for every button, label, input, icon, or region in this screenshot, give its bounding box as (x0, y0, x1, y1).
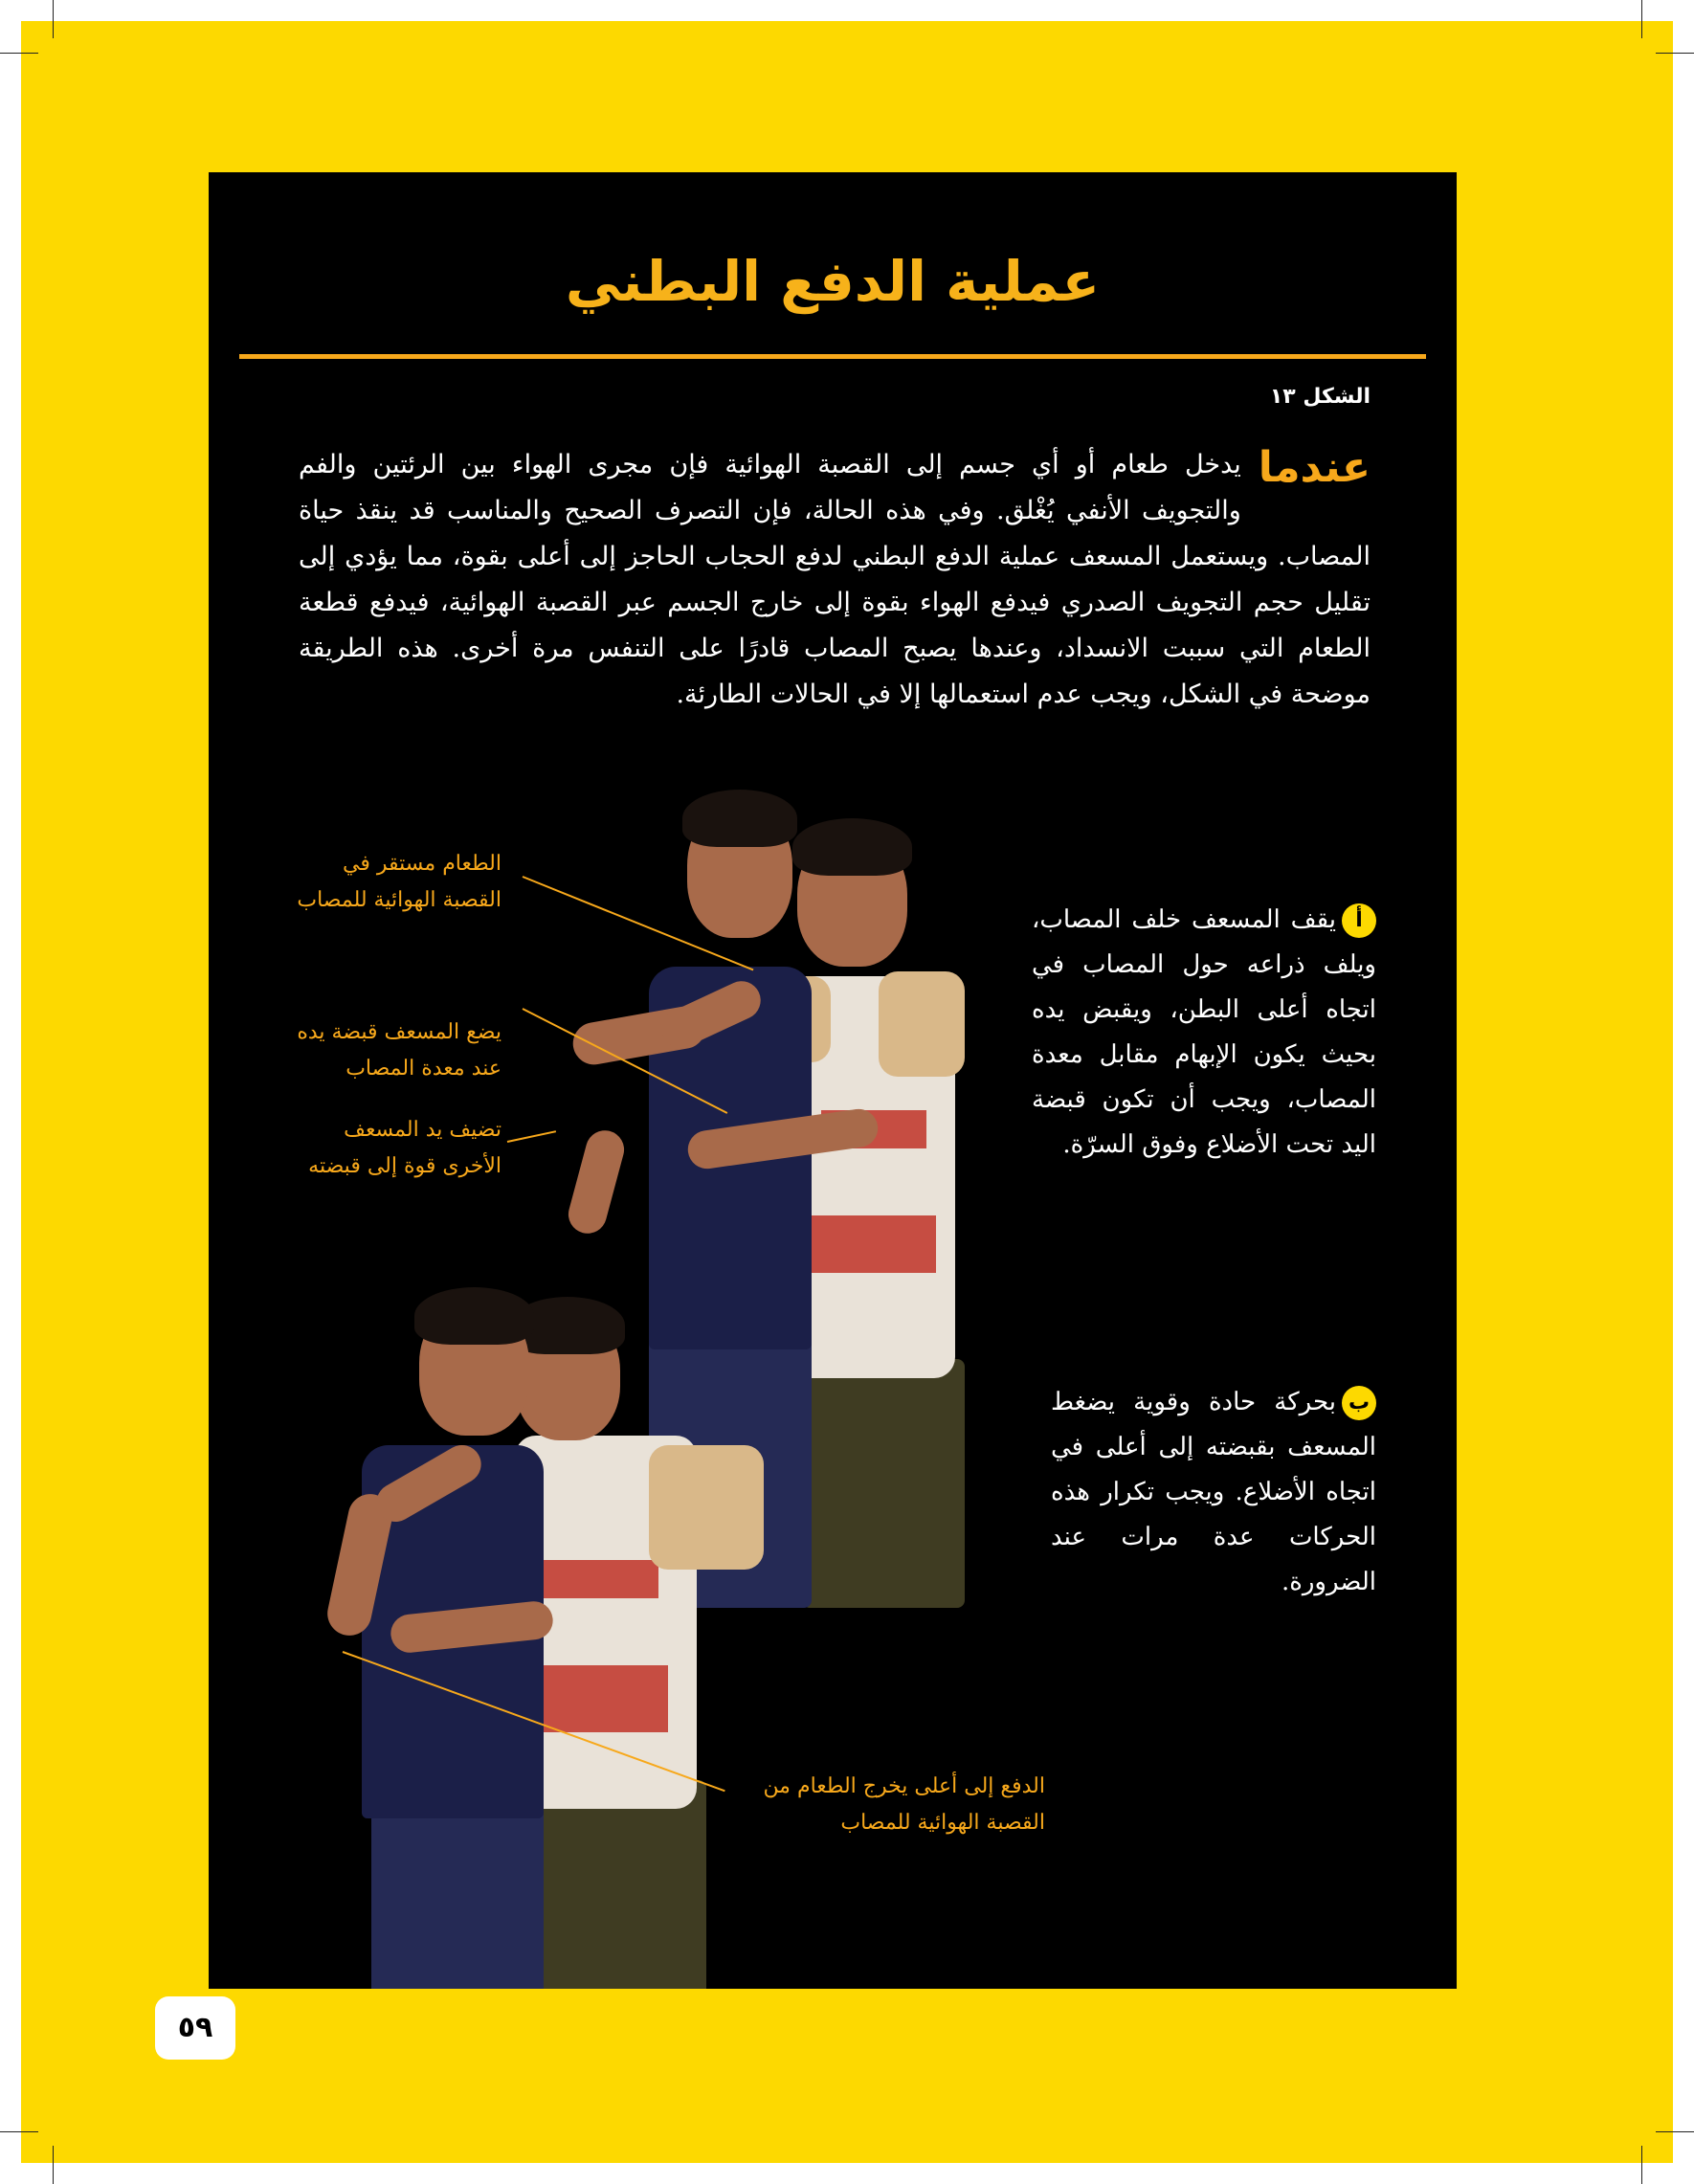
crop-mark (1641, 2146, 1642, 2184)
page-title: عملية الدفع البطني (565, 249, 1101, 314)
crop-mark (53, 0, 54, 38)
callout-food-stuck: الطعام مستقر في القصبة الهوائية للمصاب (297, 852, 502, 912)
step-b-badge: ب (1342, 1386, 1376, 1420)
callout-fist-position: يضع المسعف قبضة يده عند معدة المصاب (297, 1020, 502, 1081)
crop-mark (0, 53, 38, 54)
callout-other-hand: تضيف يد المسعف الأخرى قوة إلى قبضته (308, 1118, 502, 1178)
crop-mark (1641, 0, 1642, 38)
crop-mark (53, 2146, 54, 2184)
crop-mark (1656, 2131, 1694, 2132)
intro-paragraph (299, 442, 1371, 718)
step-b (1051, 1380, 1376, 1605)
step-b-text: بحركة حادة وقوية يضغط المسعف بقبضته إلى أعلى في اتجاه الأضلاع. ويجب تكرار هذه الحركات عدة مرات عند الضرورة. (1051, 1388, 1376, 1596)
crop-mark (0, 2131, 38, 2132)
content-panel (209, 172, 1457, 1989)
intro-body: يدخل طعام أو أي جسم إلى القصبة الهوائية فإن مجرى الهواء بين الرئتين والفم والتجويف الأنفي يُغْلق. وفي هذه الحالة، فإن التصرف الصحيح والمناسب قد ينقذ حياة المصاب. ويستعمل المسعف عملية الدفع البطني لدفع الحجاب الحاجز إلى أعلى بقوة، مما يؤدي إلى تقليل حجم التجويف الصدري فيدفع الهواء بقوة إلى خارج الجسم عبر القصبة الهوائية، فيدفع قطعة الطعام التي سببت الانسداد، وعندها يصبح المصاب قادرًا على التنفس مرة أخرى. هذه الطريقة موضحة في الشكل، ويجب عدم استعمالها إلا في الحالات الطارئة. (299, 450, 1371, 709)
title-divider (239, 354, 1426, 359)
figure-label: الشكل ١٣ (1269, 385, 1371, 409)
page-number: ٥٩ (155, 1996, 235, 2060)
step-a-text: يقف المسعف خلف المصاب، ويلف ذراعه حول المصاب في اتجاه أعلى البطن، ويقبض يده بحيث يكون الإبهام مقابل معدة المصاب، ويجب أن تكون قبضة اليد تحت الأضلاع وفوق السرّة. (1032, 905, 1376, 1159)
crop-mark (1656, 53, 1694, 54)
lead-word: عندما (1258, 443, 1371, 492)
step-a (1032, 898, 1376, 1168)
callout-push-up: الدفع إلى أعلى يخرج الطعام من القصبة الهوائية للمصاب (763, 1774, 1045, 1835)
step-a-badge: أ (1342, 903, 1376, 938)
